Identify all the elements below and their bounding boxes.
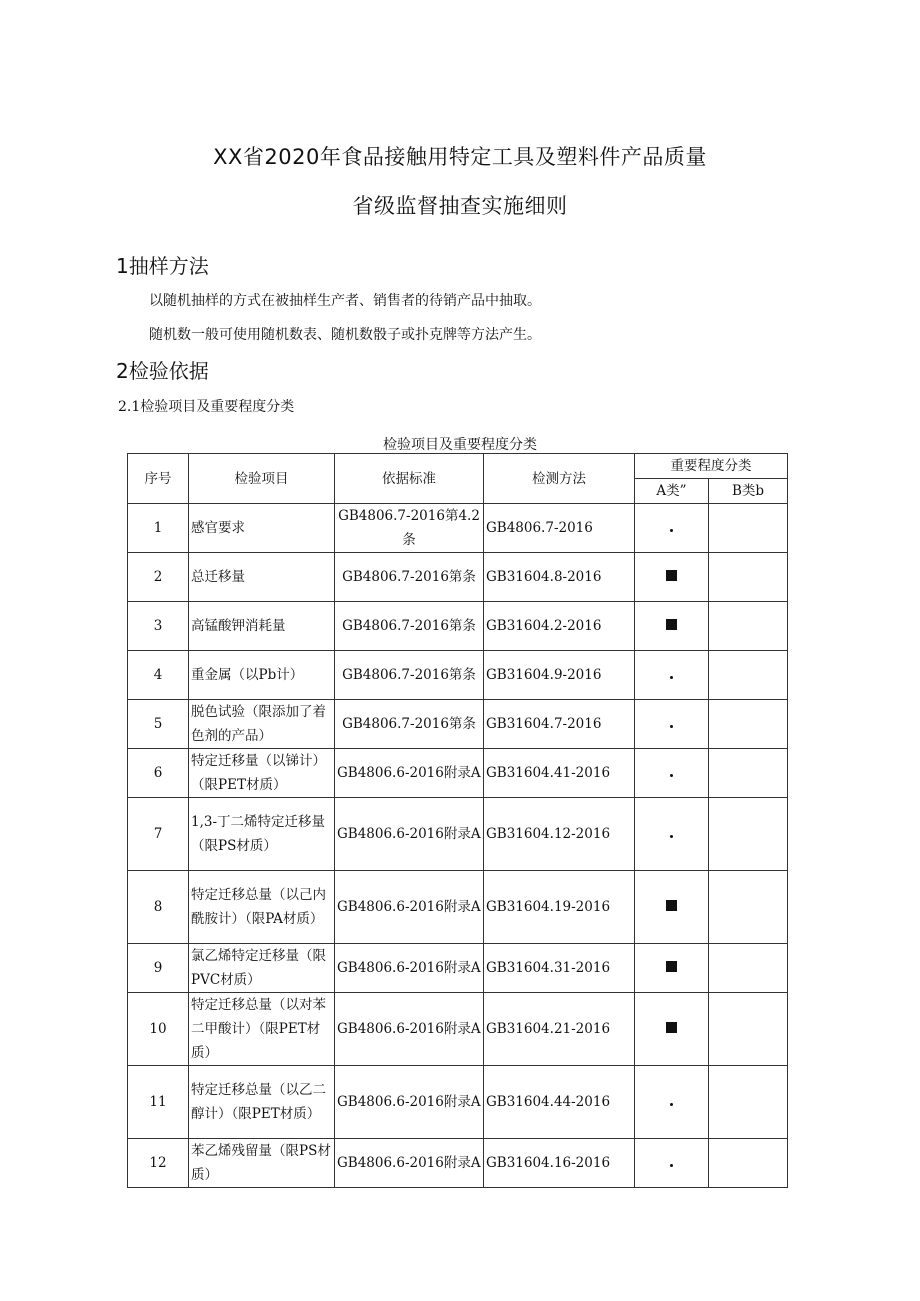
row-item: 重金属（以Pb计） [189, 651, 335, 700]
dot-mark-icon [670, 676, 673, 679]
paragraph-random-number: 随机数一般可使用随机数表、随机数骰子或扑克牌等方法产生。 [149, 327, 541, 343]
header-seq: 序号 [128, 454, 189, 504]
row-method: GB31604.8-2016 [484, 553, 635, 602]
table-row [128, 798, 788, 871]
row-method: GB31604.2-2016 [484, 602, 635, 651]
row-seq: 7 [128, 798, 189, 871]
row-class-a [635, 798, 709, 871]
table-row [128, 602, 788, 651]
row-seq: 11 [128, 1066, 189, 1139]
row-class-a [635, 700, 709, 749]
row-seq: 1 [128, 504, 189, 553]
row-standard: GB4806.6-2016附录A [335, 1139, 484, 1188]
row-seq: 2 [128, 553, 189, 602]
section-heading-inspection-basis: 2检验依据 [116, 359, 209, 383]
row-method: GB31604.12-2016 [484, 798, 635, 871]
row-standard: GB4806.6-2016附录A [335, 993, 484, 1066]
row-class-b [709, 651, 788, 700]
table-row [128, 993, 788, 1066]
row-item: 总迁移量 [189, 553, 335, 602]
row-item: 特定迁移量（以锑计）（限PET材质） [189, 749, 335, 798]
row-item: 脱色试验（限添加了着色剂的产品） [189, 700, 335, 749]
row-class-a [635, 1066, 709, 1139]
row-class-b [709, 553, 788, 602]
document-title-line1: XX省2020年食品接触用特定工具及塑料件产品质量 [213, 145, 707, 169]
row-class-a [635, 1139, 709, 1188]
row-class-a [635, 651, 709, 700]
row-item: 特定迁移总量（以对苯二甲酸计）（限PET材质） [189, 993, 335, 1066]
table-row [128, 1139, 788, 1188]
row-class-a [635, 944, 709, 993]
row-item: 特定迁移总量（以己内酰胺计）（限PA材质） [189, 871, 335, 944]
row-seq: 8 [128, 871, 189, 944]
row-class-b [709, 700, 788, 749]
table-row [128, 504, 788, 553]
row-standard: GB4806.7-2016第条 [335, 651, 484, 700]
row-standard: GB4806.6-2016附录A [335, 798, 484, 871]
row-standard: GB4806.7-2016第条 [335, 700, 484, 749]
row-method: GB31604.44-2016 [484, 1066, 635, 1139]
header-method: 检测方法 [484, 454, 635, 504]
row-method: GB31604.19-2016 [484, 871, 635, 944]
row-method: GB31604.16-2016 [484, 1139, 635, 1188]
row-method: GB31604.41-2016 [484, 749, 635, 798]
row-seq: 5 [128, 700, 189, 749]
paragraph-sampling-method: 以随机抽样的方式在被抽样生产者、销售者的待销产品中抽取。 [149, 293, 541, 309]
row-seq: 3 [128, 602, 189, 651]
dot-mark-icon [670, 774, 673, 777]
row-method: GB4806.7-2016 [484, 504, 635, 553]
row-class-b [709, 602, 788, 651]
row-class-b [709, 749, 788, 798]
table-row [128, 651, 788, 700]
row-standard: GB4806.6-2016附录A [335, 1066, 484, 1139]
row-method: GB31604.9-2016 [484, 651, 635, 700]
dot-mark-icon [670, 1164, 673, 1167]
row-standard: GB4806.6-2016附录A [335, 749, 484, 798]
header-item: 检验项目 [189, 454, 335, 504]
row-standard: GB4806.6-2016附录A [335, 871, 484, 944]
row-standard: GB4806.7-2016第条 [335, 602, 484, 651]
subsection-heading-items: 2.1检验项目及重要程度分类 [118, 399, 295, 415]
row-seq: 6 [128, 749, 189, 798]
row-class-a [635, 602, 709, 651]
row-class-b [709, 871, 788, 944]
row-class-a [635, 871, 709, 944]
row-item: 苯乙烯残留量（限PS材质） [189, 1139, 335, 1188]
inspection-items-table [127, 453, 788, 1188]
row-class-b [709, 993, 788, 1066]
square-mark-icon [666, 619, 677, 630]
document-title-line2: 省级监督抽查实施细则 [352, 194, 568, 218]
row-class-a [635, 993, 709, 1066]
square-mark-icon [666, 570, 677, 581]
row-method: GB31604.7-2016 [484, 700, 635, 749]
header-standard: 依据标准 [335, 454, 484, 504]
row-item: 高锰酸钾消耗量 [189, 602, 335, 651]
table-row [128, 749, 788, 798]
row-seq: 12 [128, 1139, 189, 1188]
header-importance: 重要程度分类 [635, 454, 788, 479]
table-row [128, 1066, 788, 1139]
table-body [128, 504, 788, 1188]
row-item: 特定迁移总量（以乙二醇计）（限PET材质） [189, 1066, 335, 1139]
row-class-b [709, 504, 788, 553]
row-item: 1,3-丁二烯特定迁移量（限PS材质） [189, 798, 335, 871]
row-class-a [635, 749, 709, 798]
table-row [128, 700, 788, 749]
row-standard: GB4806.7-2016第4.2条 [335, 504, 484, 553]
row-seq: 9 [128, 944, 189, 993]
header-class-a: A类” [635, 479, 709, 504]
table-row [128, 871, 788, 944]
row-class-a [635, 553, 709, 602]
section-heading-sampling: 1抽样方法 [116, 254, 209, 278]
square-mark-icon [666, 900, 677, 911]
row-class-b [709, 798, 788, 871]
row-class-a [635, 504, 709, 553]
row-class-b [709, 1066, 788, 1139]
dot-mark-icon [670, 725, 673, 728]
dot-mark-icon [670, 529, 673, 532]
table-row [128, 944, 788, 993]
header-class-b: B类b [709, 479, 788, 504]
row-standard: GB4806.7-2016第条 [335, 553, 484, 602]
table-row [128, 553, 788, 602]
table-caption: 检验项目及重要程度分类 [383, 437, 537, 453]
row-seq: 4 [128, 651, 189, 700]
square-mark-icon [666, 1022, 677, 1033]
dot-mark-icon [670, 835, 673, 838]
row-class-b [709, 1139, 788, 1188]
row-standard: GB4806.6-2016附录A [335, 944, 484, 993]
row-method: GB31604.21-2016 [484, 993, 635, 1066]
row-method: GB31604.31-2016 [484, 944, 635, 993]
square-mark-icon [666, 961, 677, 972]
row-item: 氯乙烯特定迁移量（限PVC材质） [189, 944, 335, 993]
row-item: 感官要求 [189, 504, 335, 553]
row-class-b [709, 944, 788, 993]
dot-mark-icon [670, 1103, 673, 1106]
row-seq: 10 [128, 993, 189, 1066]
